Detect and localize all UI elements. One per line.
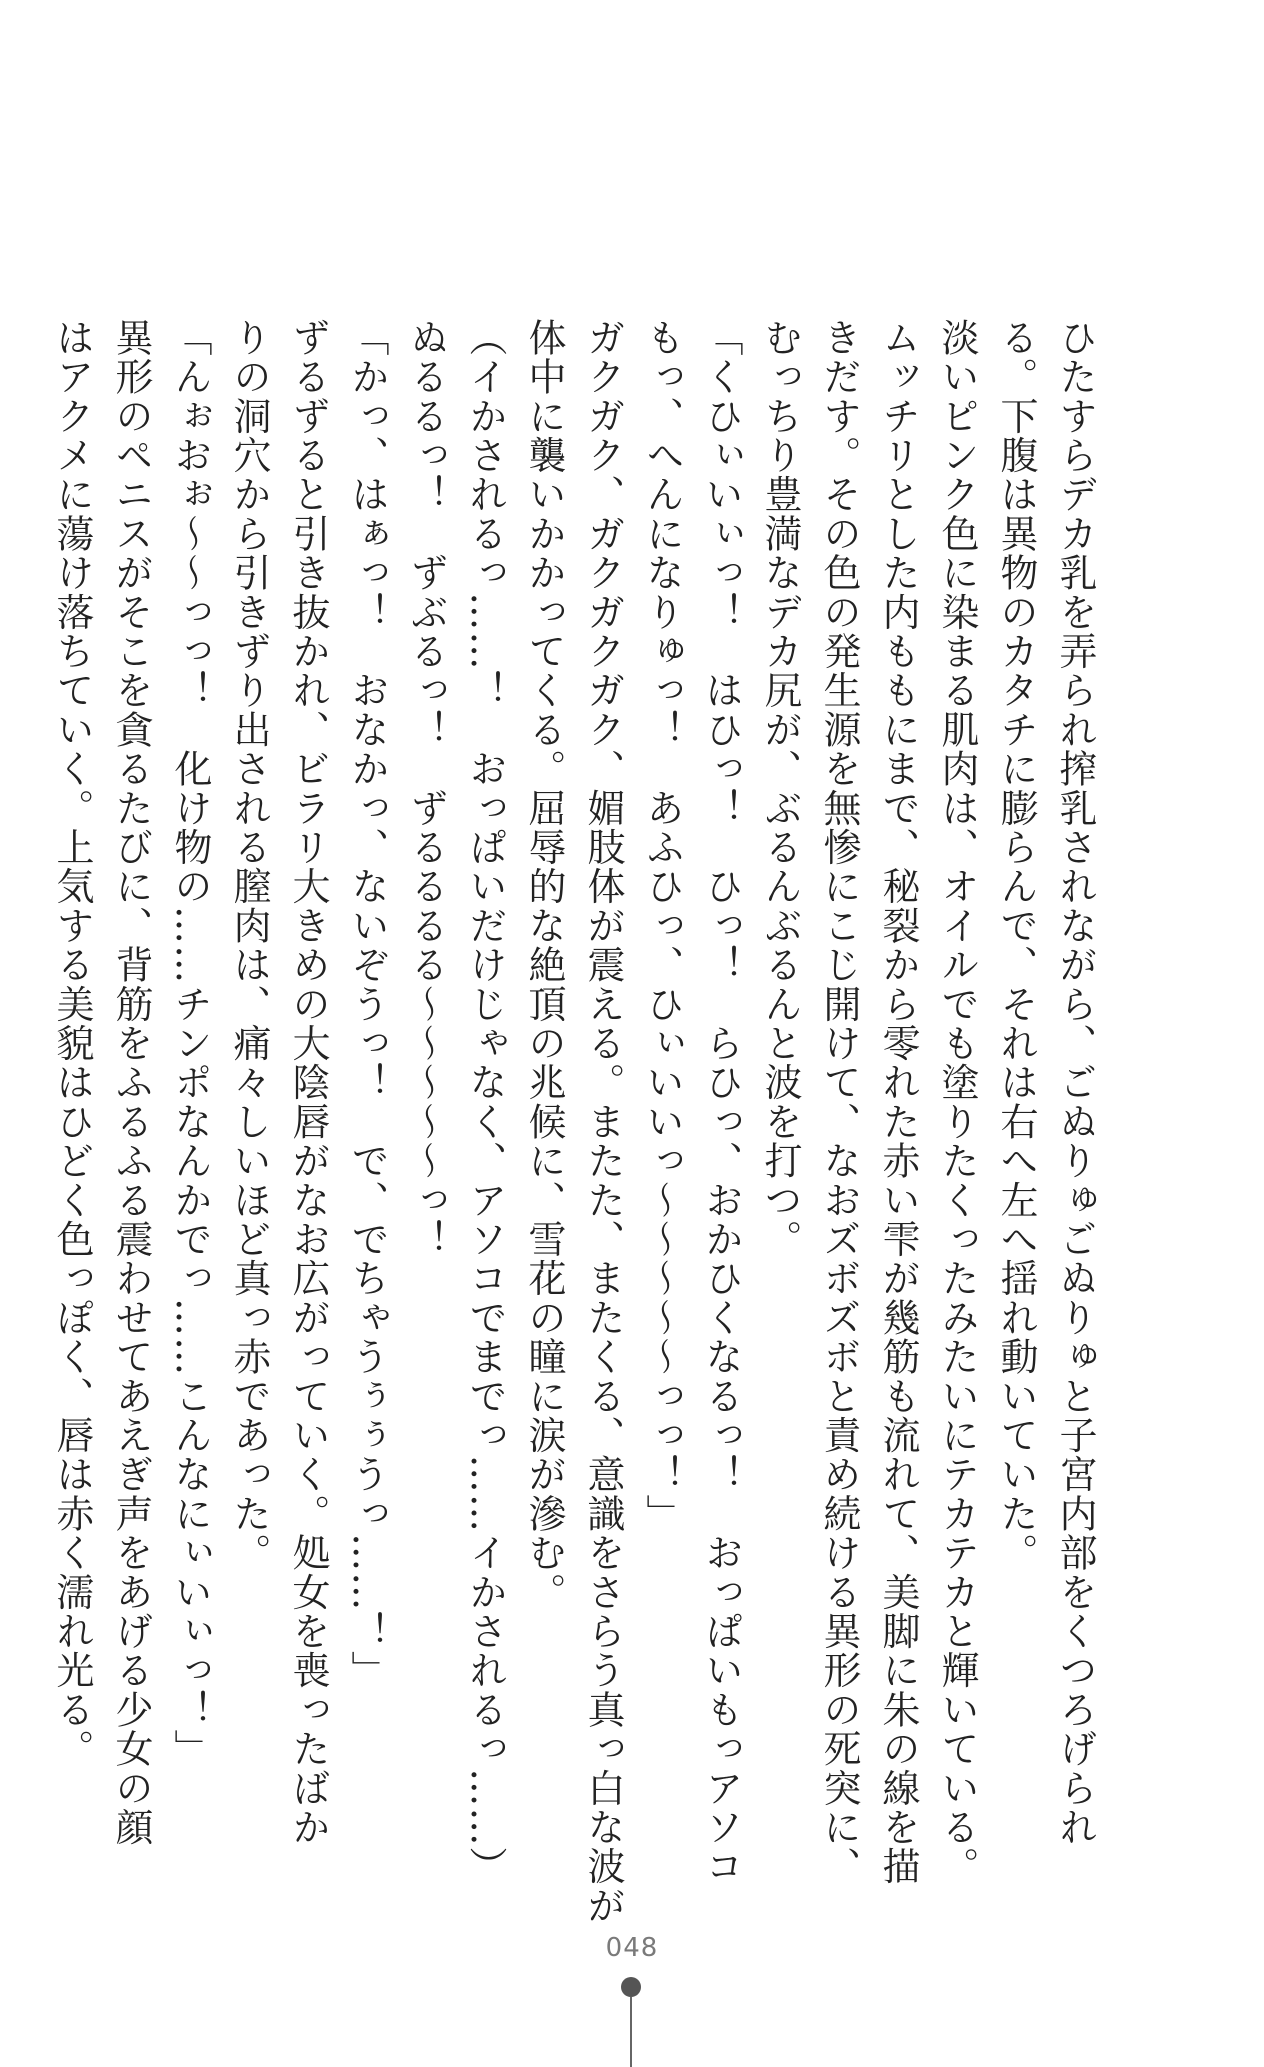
page-number-dot-icon [621, 1977, 641, 1997]
text-line: 「んぉおぉ～～っっ！ 化け物の……チンポなんかでっ……こんなにぃいぃっ！」 [168, 318, 212, 1769]
text-line: ひたすらデカ乳を弄られ搾乳されながら、ごぬりゅごぬりゅと子宮内部をくつろげられ [1053, 318, 1097, 1847]
text-line: る。下腹は異物のカタチに膨らんで、それは右へ左へ揺れ動いていた。 [994, 318, 1038, 1573]
text-line: りの洞穴から引きずり出される膣肉は、痛々しいほど真っ赤であった。 [227, 318, 271, 1573]
text-line: きだす。その色の発生源を無惨にこじ開けて、なおズボズボと責め続ける異形の死突に、 [817, 318, 861, 1886]
text-line: 体中に襲いかかってくる。屈辱的な絶頂の兆候に、雪花の瞳に涙が滲む。 [522, 318, 566, 1612]
text-line: ぬるるっ！ ずぶるっ！ ずるるるる～～～～～っ！ [404, 318, 448, 1259]
text-line: むっちり豊満なデカ尻が、ぶるんぶるんと波を打つ。 [758, 318, 802, 1259]
text-line: はアクメに蕩け落ちていく。上気する美貌はひどく色っぽく、唇は赤く濡れ光る。 [50, 318, 94, 1769]
text-line: もっ、へんになりゅっ！ あふひっ、ひぃいいっ～～～～～っっ！」 [640, 318, 684, 1534]
text-line: ずるずると引き抜かれ、ビラリ大きめの大陰唇がなお広がっていく。処女を喪ったばか [286, 318, 330, 1847]
text-line: （イかされるっ……！ おっぱいだけじゃなく、アソコでまでっ……イかされるっ……） [463, 318, 507, 1886]
text-line: 「くひぃいぃっ！ はひっ！ ひっ！ らひっ、おかひくなるっ！ おっぱいもっアソコ [699, 318, 743, 1886]
text-line: ムッチリとした内ももにまで、秘裂から零れた赤い雫が幾筋も流れて、美脚に朱の線を描 [876, 318, 920, 1886]
vertical-text-body [42, 318, 1104, 1926]
page-number: 048 [605, 1933, 659, 1963]
text-line: 「かっ、はぁっ！ おなかっ、ないぞうっ！ で、でちゃうぅぅうっ……！」 [345, 318, 389, 1690]
page-number-rule [630, 1997, 632, 2067]
text-line: 異形のペニスがそこを貪るたびに、背筋をふるふる震わせてあえぎ声をあげる少女の顔 [109, 318, 153, 1847]
text-line: 淡いピンク色に染まる肌肉は、オイルでも塗りたくったみたいにテカテカと輝いている。 [935, 318, 979, 1886]
text-line: ガクガク、ガクガクガク、媚肢体が震える。またた、またくる、意識をさらう真っ白な波が [581, 318, 625, 1926]
